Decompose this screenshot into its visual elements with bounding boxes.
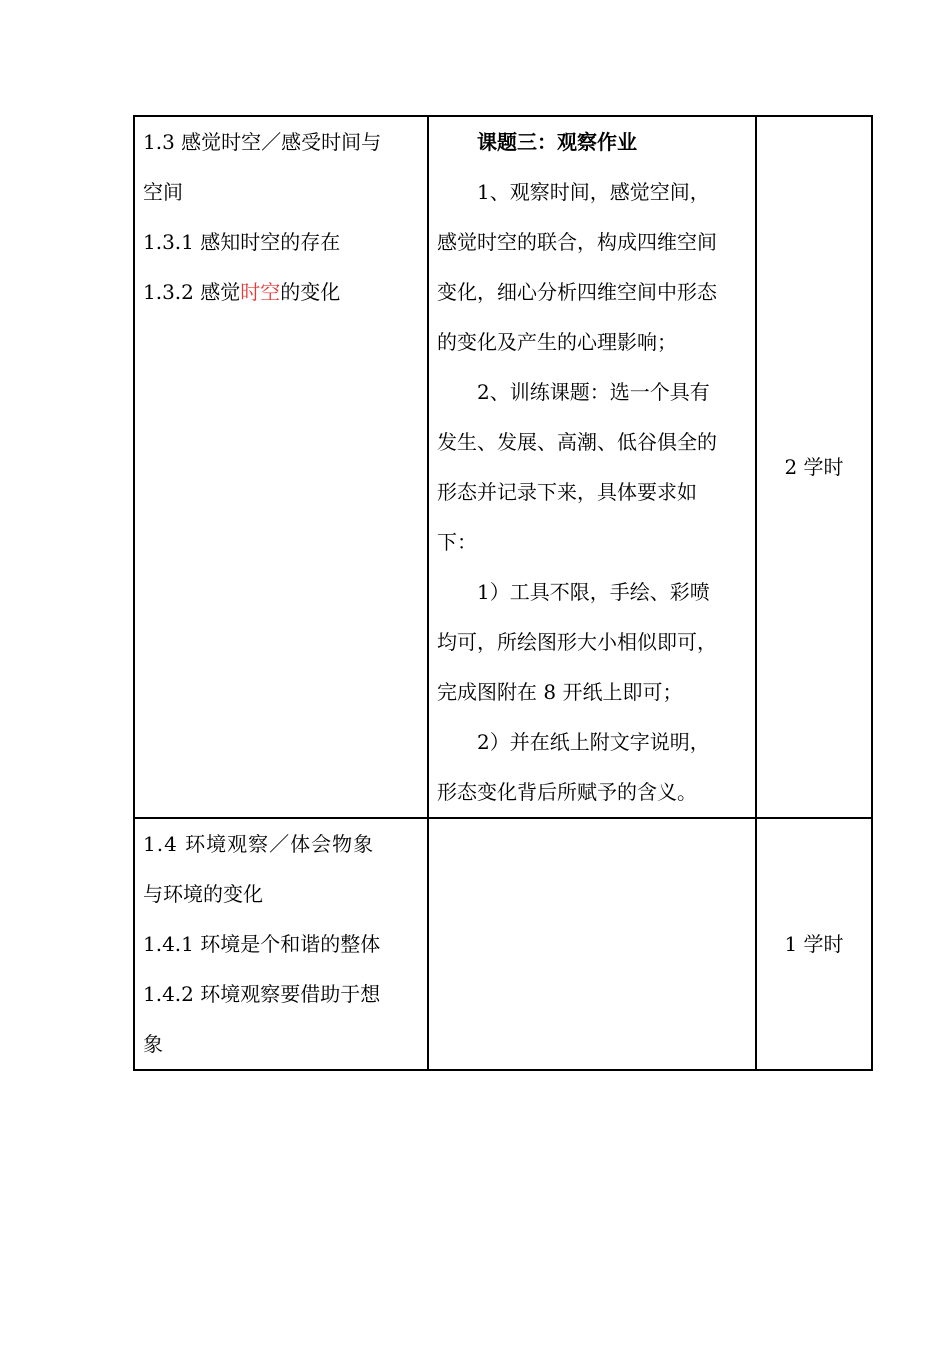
task-line: 均可，所绘图形大小相似即可， [437,630,717,654]
table-row [134,116,872,818]
task-line: 完成图附在 8 开纸上即可； [437,680,683,704]
task-cell-empty [428,818,756,1070]
topic-line: 1.4 环境观察／体会物象 [143,832,375,856]
task-title: 课题三：观察作业 [477,130,637,154]
task-line: 下： [437,530,477,554]
topic-cell [134,116,428,818]
highlighted-text: 时空 [240,280,281,304]
course-schedule-table [133,115,873,1071]
topic-line: 空间 [143,180,183,204]
task-line: 1、观察时间，感觉空间， [477,180,710,204]
topic-line: 象 [143,1032,163,1056]
task-line: 发生、发展、高潮、低谷俱全的 [437,430,717,454]
task-line: 感觉时空的联合，构成四维空间 [437,230,717,254]
task-line: 2）并在纸上附文字说明， [477,730,710,754]
task-line: 2、训练课题：选一个具有 [477,380,710,404]
task-line: 形态变化背后所赋予的含义。 [437,780,697,804]
hours-cell: 1 学时 [756,818,872,1070]
task-line: 变化，细心分析四维空间中形态 [437,280,717,304]
topic-line: 1.3.1 感知时空的存在 [143,230,341,254]
hours-cell: 2 学时 [756,116,872,818]
task-line: 1）工具不限，手绘、彩喷 [477,580,710,604]
topic-line: 1.3 感觉时空／感受时间与 [143,130,382,154]
table-row [134,818,872,1070]
topic-line-highlighted [143,267,421,317]
task-line: 形态并记录下来，具体要求如 [437,480,697,504]
topic-cell [134,818,428,1070]
topic-line: 与环境的变化 [143,882,263,906]
task-cell [428,116,756,818]
topic-line: 1.4.2 环境观察要借助于想 [143,982,381,1006]
topic-line-suffix: 的变化 [280,280,341,304]
task-line: 的变化及产生的心理影响； [437,330,677,354]
topic-line-prefix: 1.3.2 感觉 [143,280,241,304]
topic-line: 1.4.1 环境是个和谐的整体 [143,932,381,956]
